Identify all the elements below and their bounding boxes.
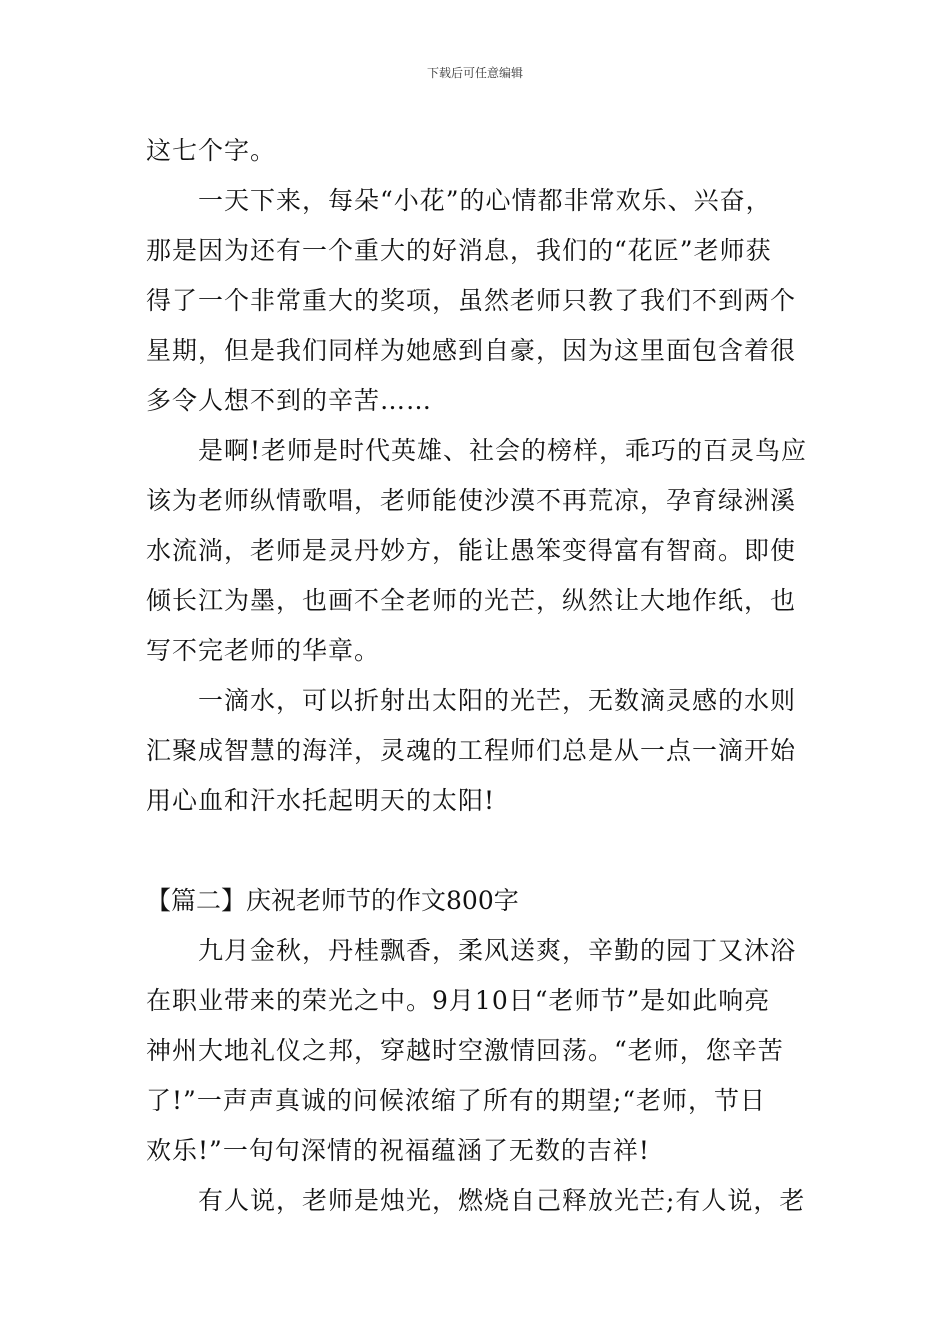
paragraph xyxy=(146,176,810,426)
text-line: 星期，但是我们同样为她感到自豪，因为这里面包含着很 xyxy=(146,336,797,365)
text-line: 倾长江为墨，也画不全老师的光芒，纵然让大地作纸，也 xyxy=(146,586,797,615)
text-line: 在职业带来的荣光之中。9月10日“老师节”是如此响亮 xyxy=(146,986,771,1015)
paragraph-gap xyxy=(146,826,810,876)
section-title: 【篇二】庆祝老师节的作文800字 xyxy=(146,886,519,915)
text-line: 一天下来，每朵“小花”的心情都非常欢乐、兴奋， xyxy=(198,186,772,215)
paragraph xyxy=(146,1176,810,1226)
text-line: 该为老师纵情歌唱，老师能使沙漠不再荒凉，孕育绿洲溪 xyxy=(146,486,797,515)
text-line: 是啊!老师是时代英雄、社会的榜样，乖巧的百灵鸟应 xyxy=(198,436,808,465)
text-line: 神州大地礼仪之邦，穿越时空激情回荡。“老师，您辛苦 xyxy=(146,1036,784,1065)
text-line: 九月金秋，丹桂飘香，柔风送爽，辛勤的园丁又沐浴 xyxy=(198,936,797,965)
paragraph xyxy=(146,676,810,826)
text-line: 多令人想不到的辛苦…… xyxy=(146,386,433,415)
text-line: 了!”一声声真诚的问候浓缩了所有的期望;“老师，节日 xyxy=(146,1086,767,1115)
paragraph xyxy=(146,426,810,676)
text-line: 写不完老师的华章。 xyxy=(146,636,381,665)
text-line: 欢乐!”一句句深情的祝福蕴涵了无数的吉祥! xyxy=(146,1136,650,1165)
paragraph xyxy=(146,926,810,1176)
page-header-note: 下载后可任意编辑 xyxy=(426,66,523,80)
paragraph xyxy=(146,126,810,176)
text-line: 一滴水，可以折射出太阳的光芒，无数滴灵感的水则 xyxy=(198,686,797,715)
text-line: 水流淌，老师是灵丹妙方，能让愚笨变得富有智商。即使 xyxy=(146,536,797,565)
text-line: 这七个字。 xyxy=(146,136,277,165)
document-body xyxy=(146,126,810,1226)
text-line: 汇聚成智慧的海洋，灵魂的工程师们总是从一点一滴开始 xyxy=(146,736,797,765)
text-line: 得了一个非常重大的奖项，虽然老师只教了我们不到两个 xyxy=(146,286,797,315)
text-line: 那是因为还有一个重大的好消息，我们的“花匠”老师获 xyxy=(146,236,772,265)
text-line: 有人说，老师是烛光，燃烧自己释放光芒;有人说，老 xyxy=(198,1186,806,1215)
text-line: 用心血和汗水托起明天的太阳! xyxy=(146,786,496,815)
